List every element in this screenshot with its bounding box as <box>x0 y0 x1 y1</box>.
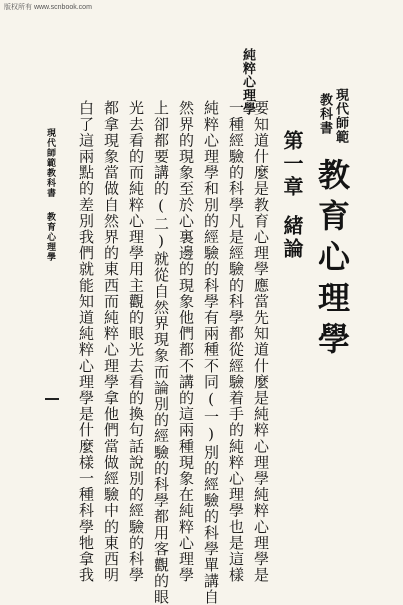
book-title: 教育心理學 <box>313 158 351 363</box>
chapter-title: 緒論 <box>280 215 304 261</box>
watermark-stamp: 版权所有 www.scnbook.com <box>4 4 92 11</box>
body-column-2: 一種經驗的科學凡是經驗的科學都從經驗着手的純粹心理學也是這樣 <box>227 100 245 583</box>
footer-book-title: 教育心理學 <box>45 212 55 262</box>
series-name-line2: 教科書 <box>317 93 332 135</box>
running-header-book-title: 純粹心理學 <box>240 48 255 116</box>
body-column-3: 純粹心理學和別的經驗的科學有兩種不同(一)別的經驗的科學單講自 <box>202 100 220 605</box>
body-column-5: 上卻都要講的(二)就從自然界現象而論別的經驗的科學都用客觀的眼 <box>152 100 170 605</box>
series-name-line1: 現代師範 <box>333 88 348 144</box>
body-column-1: 要知道什麼是教育心理學應當先知道什麼是純粹心理學純粹心理學是 <box>252 100 270 583</box>
body-column-6: 光去看的而純粹心理學用主觀的眼光去看的換句話說別的經驗的科學 <box>127 100 145 583</box>
page-number-mark <box>45 398 59 400</box>
body-column-7: 都拿現象當做自然界的東西而純粹心理學拿他們當做經驗中的東西明 <box>102 100 120 583</box>
body-column-8: 白了這兩點的差別我們就能知道純粹心理學是什麼樣一種科學牠拿我 <box>77 100 95 583</box>
chapter-number: 第一章 <box>280 130 304 199</box>
body-column-4: 然界的現象至於心裏邊的現象他們都不講的這兩種現象在純粹心理學 <box>177 100 195 583</box>
footer-series: 現代師範教科書 <box>45 128 55 198</box>
